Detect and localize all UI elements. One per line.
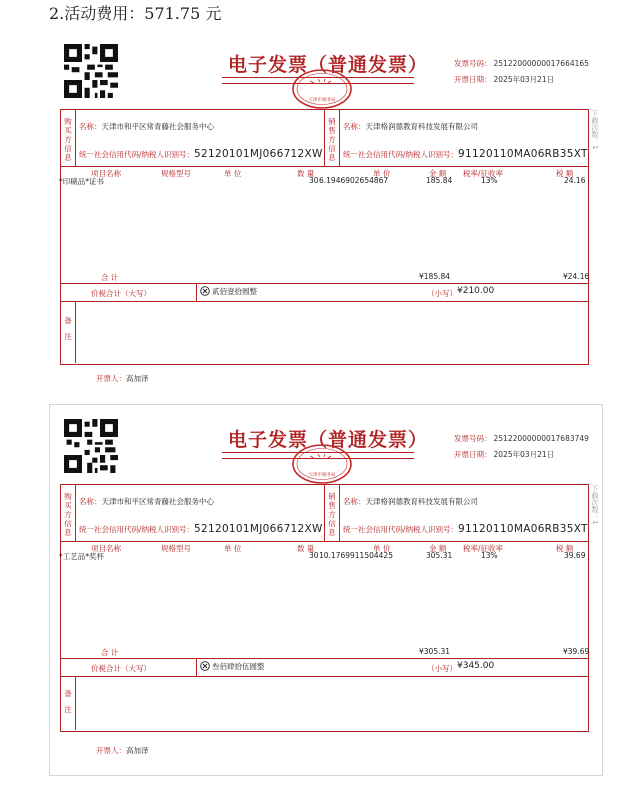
col-item: 项目名称 [91, 169, 121, 178]
item-name: *工艺品*奖杯 [59, 552, 104, 561]
item-qty: 30 [309, 551, 319, 560]
seller-name: 名称：天津格润德教育科技发展有限公司 [343, 497, 478, 506]
subtotal-tax: ¥39.69 [563, 647, 590, 656]
total-words: 贰佰壹拾圆整 [200, 286, 257, 297]
col-item: 项目名称 [91, 544, 121, 553]
tax-seal-icon [291, 68, 353, 110]
remarks-label: 备注 [64, 689, 72, 714]
invoice-number: 发票号码： 25122000000017683749 [454, 434, 589, 443]
buyer-tax-id: 统一社会信用代码/纳税人识别号：52120101MJ066712XW [79, 148, 323, 160]
item-qty: 30 [309, 176, 319, 185]
invoice-title: 电子发票（普通发票） [228, 429, 429, 451]
col-price: 单 价 [373, 544, 391, 553]
section-heading: 2.活动费用：571.75 元 [49, 4, 222, 23]
seal-text: 天津市税务局 [308, 473, 336, 478]
col-qty: 数 量 [297, 544, 315, 553]
subtotal-label: 合 计 [101, 648, 119, 657]
total-label: 价税合计（大写） [91, 289, 151, 298]
download-count: 下载次数：1 [591, 110, 599, 150]
col-price: 单 价 [373, 169, 391, 178]
invoice-date: 开票日期： 2025年03月21日 [454, 75, 555, 84]
col-spec: 规格型号 [161, 544, 191, 553]
invoice-1 [50, 30, 602, 392]
total-small: ¥210.00 [457, 286, 495, 296]
col-amount: 金 额 [429, 544, 447, 553]
col-spec: 规格型号 [161, 169, 191, 178]
issuer: 开票人：高加泽 [96, 374, 149, 383]
seal-text: 天津市税务局 [308, 98, 336, 103]
item-tax-rate: 13% [481, 176, 498, 185]
issuer: 开票人：高加泽 [96, 746, 149, 755]
qr-code [64, 44, 118, 98]
buyer-label: 购买方信息 [64, 117, 72, 162]
invoice-grid [60, 109, 589, 365]
item-tax: 24.16 [564, 176, 586, 185]
buyer-label: 购买方信息 [64, 492, 72, 537]
item-amount: 305.31 [426, 551, 453, 560]
buyer-name: 名称：天津市和平区常青藤社会服务中心 [79, 497, 214, 506]
total-label: 价税合计（大写） [91, 664, 151, 673]
col-amount: 金 额 [429, 169, 447, 178]
total-small: ¥345.00 [457, 661, 495, 671]
buyer-name: 名称：天津市和平区常青藤社会服务中心 [79, 122, 214, 131]
seller-tax-id: 统一社会信用代码/纳税人识别号：91120110MA06RB35XT [343, 148, 588, 160]
cross-circle-icon [200, 286, 210, 296]
col-unit: 单 位 [224, 169, 242, 178]
item-tax: 39.69 [564, 551, 586, 560]
col-qty: 数 量 [297, 169, 315, 178]
item-name: *印刷品*证书 [59, 177, 104, 186]
remarks-label: 备注 [64, 316, 72, 341]
seller-label: 销售方信息 [328, 492, 336, 537]
seller-label: 销售方信息 [328, 117, 336, 162]
invoice-title: 电子发票（普通发票） [228, 54, 429, 76]
item-tax-rate: 13% [481, 551, 498, 560]
col-rate: 税率/征收率 [463, 544, 504, 553]
item-amount: 185.84 [426, 176, 453, 185]
subtotal-amount: ¥305.31 [419, 647, 451, 656]
tax-seal-icon [291, 443, 353, 485]
item-unit-price: 10.1769911504425 [319, 551, 393, 560]
seller-tax-id: 统一社会信用代码/纳税人识别号：91120110MA06RB35XT [343, 523, 588, 535]
col-rate: 税率/征收率 [463, 169, 504, 178]
invoice-date: 开票日期： 2025年03月21日 [454, 450, 555, 459]
buyer-tax-id: 统一社会信用代码/纳税人识别号：52120101MJ066712XW [79, 523, 323, 535]
subtotal-tax: ¥24.16 [563, 272, 590, 281]
cross-circle-icon [200, 661, 210, 671]
total-words: 叁佰肆拾伍圆整 [200, 661, 265, 672]
download-count: 下载次数：1 [591, 485, 599, 525]
subtotal-amount: ¥185.84 [419, 272, 451, 281]
col-tax: 税 额 [556, 544, 574, 553]
seller-name: 名称：天津格润德教育科技发展有限公司 [343, 122, 478, 131]
col-tax: 税 额 [556, 169, 574, 178]
small-label: （小写） [427, 289, 457, 298]
invoice-grid [60, 484, 589, 732]
qr-code [64, 419, 118, 473]
small-label: （小写） [427, 664, 457, 673]
invoice-2 [50, 405, 602, 775]
col-unit: 单 位 [224, 544, 242, 553]
item-unit-price: 6.1946902654867 [319, 176, 389, 185]
invoice-number: 发票号码： 25122000000017664165 [454, 59, 589, 68]
subtotal-label: 合 计 [101, 273, 119, 282]
